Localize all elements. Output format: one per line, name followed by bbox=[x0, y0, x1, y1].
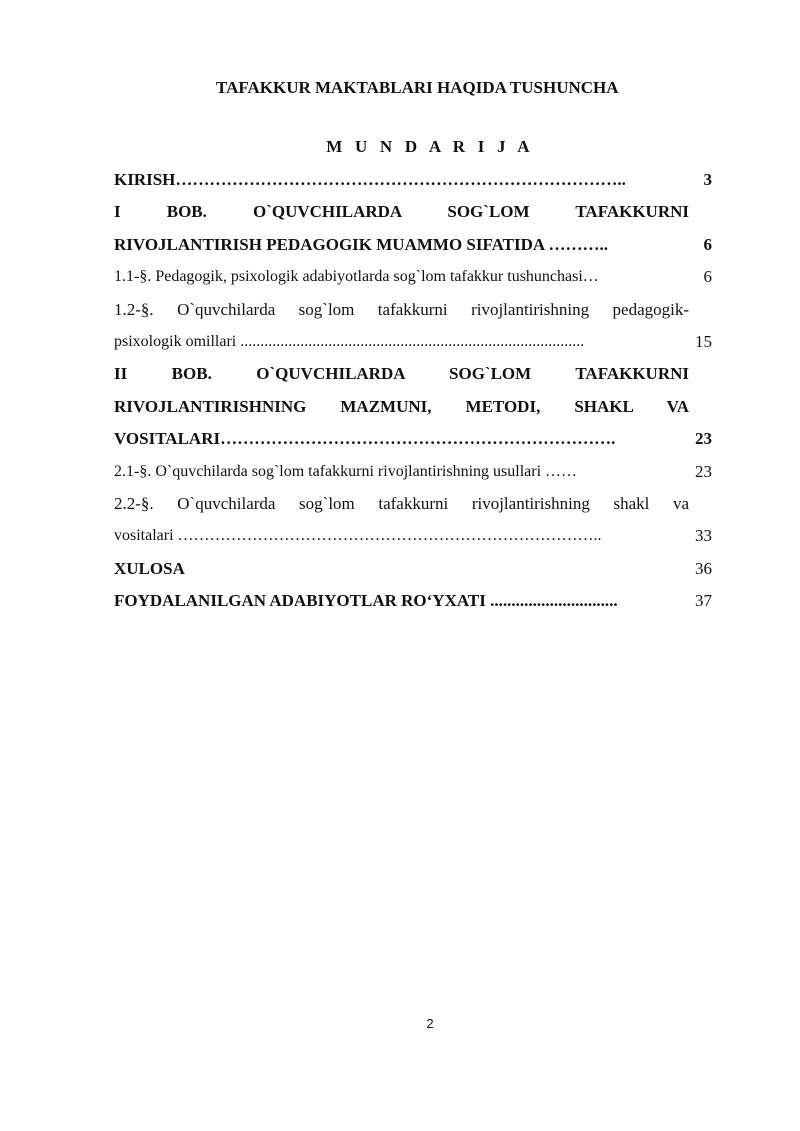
toc-entry-page: 15 bbox=[695, 332, 712, 352]
toc-entry-section-2-2 bbox=[114, 520, 724, 552]
toc-section-1-2-line-1: 1.2-§. O`quvchilarda sog`lom tafakkurni rivojlantirishning pedagogik- bbox=[114, 299, 689, 319]
toc-section-2-2-line-1: 2.2-§. O`quvchilarda sog`lom tafakkurni rivojlantirishning shakl va bbox=[114, 494, 689, 514]
toc-entry-title: vositalari …………………………………………………………………….. bbox=[114, 527, 602, 545]
toc-entry-page: 6 bbox=[703, 234, 712, 254]
toc-entry-title: 2.1-§. O`quvchilarda sog`lom tafakkurni rivojlantirishning usullari …… bbox=[114, 462, 578, 480]
toc-entry-adabiyotlar bbox=[114, 585, 724, 617]
toc-entry-title: 1.1-§. Pedagogik, psixologik adabiyotlarda sog`lom tafakkur tushunchasi… bbox=[114, 268, 599, 286]
toc-entry-title: psixologik omillari ...................................................................................... bbox=[114, 333, 585, 351]
toc-entry-page: 36 bbox=[695, 558, 712, 578]
toc-entry-title: FOYDALANILGAN ADABIYOTLAR RO‘YXATI .............................. bbox=[114, 591, 618, 611]
toc-entry-page: 6 bbox=[703, 267, 712, 287]
toc-entry-title: KIRISH…………………………………………………………………….. bbox=[114, 170, 626, 189]
toc-entry-title: RIVOJLANTIRISH PEDAGOGIK MUAMMO SIFATIDA ……….. bbox=[114, 234, 608, 254]
toc-chapter-2-line-2: RIVOJLANTIRISHNING MAZMUNI, METODI, SHAKL VA bbox=[114, 396, 689, 416]
page-number: 2 bbox=[426, 1016, 434, 1031]
document-title: TAFAKKUR MAKTABLARI HAQIDA TUSHUNCHA bbox=[216, 78, 619, 97]
toc-chapter-2-line-1: II BOB. O`QUVCHILARDA SOG`LOM TAFAKKURNI bbox=[114, 364, 689, 384]
toc-entry-page: 23 bbox=[695, 461, 712, 481]
toc-chapter-1-line-1: I BOB. O`QUVCHILARDA SOG`LOM TAFAKKURNI bbox=[114, 202, 689, 222]
toc-entry-chapter-2 bbox=[114, 423, 724, 455]
toc-entry-page: 23 bbox=[695, 429, 712, 449]
toc-entry-chapter-1 bbox=[114, 229, 724, 261]
toc-entry-page: 33 bbox=[695, 526, 712, 546]
toc-entry-title: XULOSA bbox=[114, 558, 185, 578]
toc-entry-title: VOSITALARI……………………………………………………………. bbox=[114, 429, 616, 449]
toc-heading: M U N D A R I J A bbox=[326, 137, 534, 156]
toc-entry-xulosa bbox=[114, 553, 724, 585]
toc-entry-page: 3 bbox=[703, 170, 712, 189]
toc-entry-section-1-2 bbox=[114, 326, 724, 358]
table-of-contents bbox=[114, 164, 724, 618]
toc-entry-page: 37 bbox=[695, 591, 712, 611]
toc-entry-kirish bbox=[114, 164, 724, 196]
toc-entry-section-2-1 bbox=[114, 456, 724, 488]
toc-entry-section-1-1 bbox=[114, 261, 724, 293]
